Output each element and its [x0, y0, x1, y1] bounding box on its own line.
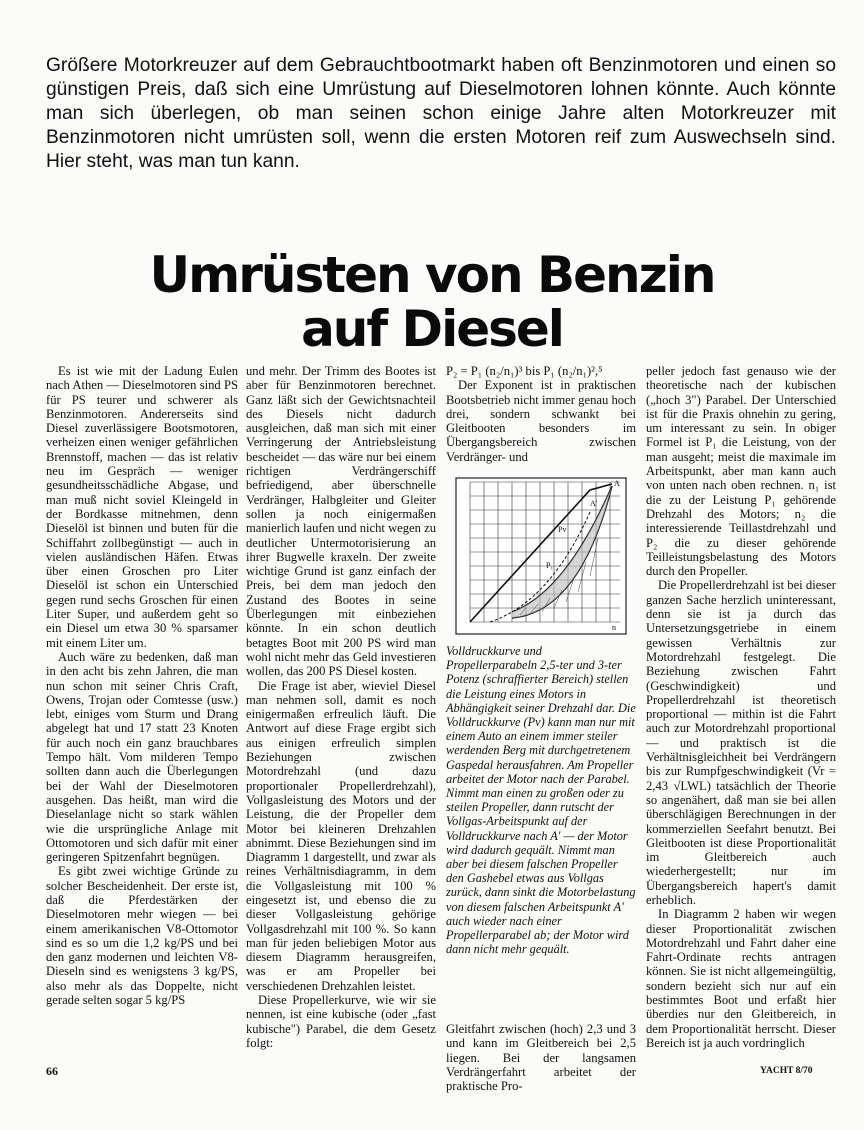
- col3-paragraph: Der Exponent ist in praktischen Bootsbetrieb nicht immer genau hoch drei, sondern schwankt bei Gleitbooten besonders im Übergangsbereich zwischen Verdränger- und: [446, 378, 636, 464]
- intro-text: Größere Motorkreuzer auf dem Gebrauchtbootmarkt haben oft Benzinmotoren und einen so günstigen Preis, daß sich eine Umrüstung auf Dieselmotoren lohnen könnte. Auch könnte man sich überlegen, ob man seinen schon einige Jahre alten Motorkreuzer mit Benzinmotoren nicht umrüsten soll, wenn die ersten Motoren reif zum Auswechseln sind. Hier steht, was man tun kann.: [46, 55, 836, 172]
- col1-paragraph: Auch wäre zu bedenken, daß man in den acht bis zehn Jahren, die man nun schon mit seiner Chris Craft, Owens, Trojan oder Comtesse (usw.) lebt, einiges vom Sturm und Drang abgelegt hat und 17 statt 23 Knoten für auch noch ein ganz brauchbares Tempo hält. Vom milderen Tempo sollten dann auch die Überlegungen bei der Wahl der Dieselmotoren ausgehen. Das heißt, man wird die Dieselanlage nicht so stark wählen wie die ursprüngliche Anlage mit Ottomotoren und sich dafür mit einer geringeren Spitzenfahrt begnügen.: [46, 649, 238, 865]
- formula: P₂ = P₁ (n₂/n₁)³ bis P₁ (n₂/n₁)²,⁵: [446, 364, 603, 378]
- col1-paragraph: Es gibt zwei wichtige Gründe zu solcher Bescheidenheit. Der erste ist, daß die Pferdestärken der Dieselmotoren mehr wiegen — bei einem amerikanischen V8-Ottomotor sind es so um die 1,2 kg/PS und bei den ganz modernen und leichten V8-Dieseln sind es wenigstens 3 kg/PS, also mehr als das Doppelte, nicht gerade selten sogar 5 kg/PS: [46, 864, 238, 1008]
- col2-paragraph: Die Frage ist aber, wieviel Diesel man nehmen soll, damit es noch einigermaßen erfreulich läuft. Die Antwort auf diese Frage ergibt sich aus einigen erfreulich simplen Beziehungen zwischen Motordrehzahl (und dazu proportionaler Propellerdrehzahl), Vollgasleistung des Motors und der Leistung, die der Propeller dem Motor bei kleineren Drehzahlen abnimmt. Diese Beziehungen sind im Diagramm 1 dargestellt, und zwar als reines Verhältnisdiagramm, in dem die Vollgasleistung mit 100 % eingesetzt ist, und ebenso die zu dieser Vollgasleistung gehörige Vollgasdrehzahl mit 100 %. So kann man für jeden beliebigen Motor aus diesem Diagramm herausgreifen, was er am Propeller bei verschiedenen Drehzahlen leistet.: [246, 678, 436, 993]
- col4-paragraph: Die Propellerdrehzahl ist bei dieser ganzen Sache herzlich uninteressant, denn sie ist ja durch das Untersetzungsgetriebe in einem gewissen Verhältnis zur Motordrehzahl festgelegt. Die Beziehung zwischen Fahrt (Geschwindigkeit) und Propellerdrehzahl ist theoretisch proportional — mithin ist die Fahrt auch zur Motordrehzahl proportional — und praktisch ist die Verhältnisgleichheit bei Verdrängern bis zur Rumpfgeschwindigkeit (Vr = 2,43 √LWL) tatsächlich der Theorie so angenähert, daß man sie bei allen überschlägigen Berechnungen in der kommerziellen Seefahrt benutzt. Bei Gleitbooten ist diese Proportionalität im Gleitbereich auch wiederhergestellt; nur im Übergangsbereich hapert's damit erheblich.: [646, 578, 836, 907]
- column-2: [246, 364, 436, 1050]
- column-4: [646, 364, 836, 1050]
- column-3-bottom: [446, 1022, 636, 1093]
- label-pv: Pv: [558, 525, 567, 534]
- column-1: [46, 364, 238, 1007]
- col1-paragraph: Es ist wie mit der Ladung Eulen nach Athen — Dieselmotoren sind PS für PS teurer und schwerer als Benzinmotoren. Andererseits sind Diesel zuverlässigere Bootsmotoren, verheizen einen weniger gefährlichen Brennstoff, machen — das ist relativ neu im Gespräch — weniger gesundheitsschädliche Abgase, und man muß nicht soviel Kleingeld in der Bordkasse mitnehmen, denn Dieselöl ist binnen und buten für die Schiffahrt zollbegünstigt — auch in vielen ausländischen Häfen. Etwas über einen Groschen pro Liter Dieselöl ist schon ein Unterschied gegen rund sechs Groschen für einen Liter Super, und außerdem geht so ein Diesel um etwa 30 % sparsamer mit einem Liter um.: [46, 364, 238, 650]
- label-p1: P₁: [546, 561, 554, 570]
- column-3-top: [446, 364, 636, 464]
- title-line-1: Umrüsten von Benzin: [149, 246, 715, 304]
- article-title: [0, 248, 864, 356]
- figure-caption: Volldruckkurve und Propellerparabeln 2,5-ter und 3-ter Potenz (schraffierter Bereich) stellen die Leistung eines Motors in Abhängigkeit seiner Drehzahl dar. Die Volldruckkurve (Pv) kann man nur mit einem Auto an einem immer steiler werdenden Berg mit durchgetretenem Gaspedal herausfahren. Am Propeller arbeitet der Motor nach der Parabel. Nimmt man einen zu großen oder zu steilen Propeller, dann rutscht der Vollgas-Arbeitspunkt auf der Volldruckkurve nach A' — der Motor wird dadurch gequält. Nimmt man aber bei diesem falschen Propeller den Gashebel etwas aus Vollgas zurück, dann sinkt die Motorbelastung von diesem falschen Arbeitspunkt A' auch wieder nach einer Propellerparabel ab; der Motor wird dann nicht mehr gequält.: [446, 644, 636, 957]
- col2-paragraph: und mehr. Der Trimm des Bootes ist aber für Benzinmotoren berechnet. Ganz läßt sich der Gewichtsnachteil des Diesels nicht dadurch ausgleichen, daß man sich mit einer Verringerung der Antriebsleistung bescheidet — das wäre nur bei einem richtigen Verdrängerschiff befriedigend, aber überschnelle Verdränger, Halbgleiter und Gleiter sollen ja noch einigermaßen manierlich laufen und nicht wegen zu deutlicher Untermotorisierung an ihrer Bugwelle kraxeln. Der zweite wichtige Grund ist ganz einfach der Preis, bei dem man jedoch den Zustand des Bootes in seine Überlegungen mit einbeziehen könnte. In ein schon deutlich betagtes Boot mit 200 PS wird man wohl nicht mehr das Geld investieren wollen, das 200 PS Diesel kosten.: [246, 364, 436, 679]
- intro-lead: [46, 54, 836, 174]
- title-line-2: auf Diesel: [301, 300, 563, 358]
- label-a-prime: A': [590, 499, 598, 508]
- col4-paragraph: In Diagramm 2 haben wir wegen dieser Proportionalität zwischen Motordrehzahl und Fahrt daher eine Fahrt-Ordinate rechts antragen können. Sie ist nicht allgemeingültig, sondern bezieht sich nur auf ein bestimmtes Boot und erfaßt hier überdies nur den Gleitbereich, in dem Proportionalität herrscht. Dieser Bereich ist ja auch vordringlich: [646, 907, 836, 1050]
- col4-paragraph: peller jedoch fast genauso wie der theoretische nach der kubischen („hoch 3") Parabel. Der Unterschied ist für die Praxis ohnehin zu gering, um interessant zu sein. In obiger Formel ist P₁ die Leistung, von der man ausgeht; meist die maximale im Arbeitspunkt, aber man kann auch von unten nach oben rechnen. n₁ ist die zu der Leistung P₁ gehörende Drehzahl des Motors; n₂ die interessierende Teillastdrehzahl und P₂ die zu dieser gehörende Teilleistungsbelastung des Motors durch den Propeller.: [646, 364, 836, 579]
- label-n: n: [612, 623, 616, 632]
- page-number: 66: [46, 1064, 58, 1078]
- col2-paragraph: Diese Propellerkurve, wie wir sie nennen, ist eine kubische (oder „fast kubische") Parabel, die dem Gesetz folgt:: [246, 993, 436, 1050]
- power-curve-diagram: [450, 472, 632, 640]
- journal-issue: YACHT 8/70: [760, 1066, 813, 1076]
- col3-paragraph: Gleitfahrt zwischen (hoch) 2,3 und 3 und kann im Gleitbereich bei 2,5 liegen. Bei der langsamen Verdrängerfahrt arbeitet der praktische Pro-: [446, 1022, 636, 1094]
- label-a: A: [614, 479, 620, 488]
